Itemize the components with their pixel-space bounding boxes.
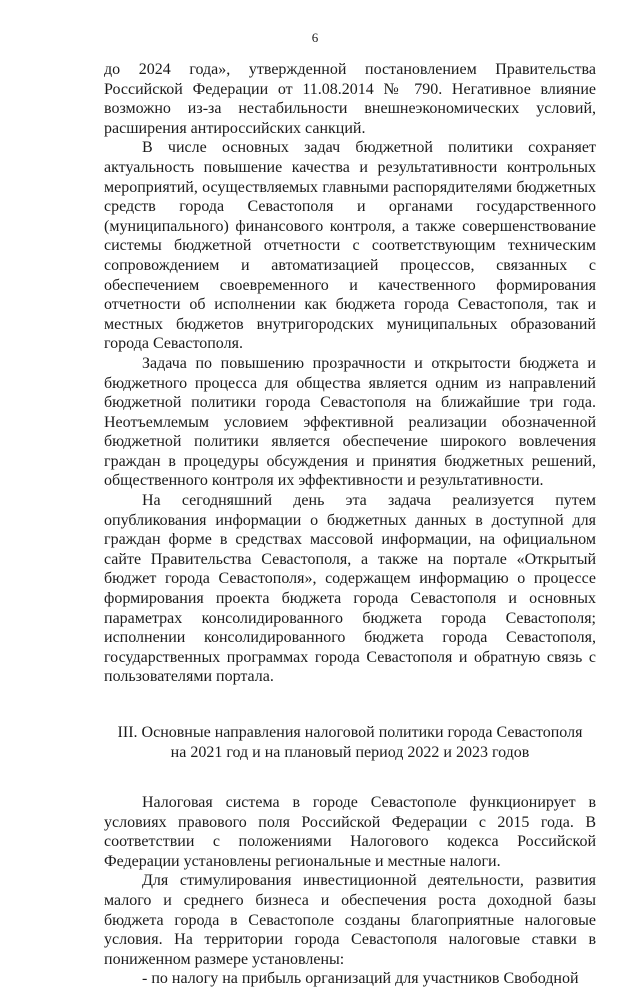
paragraph-tax-incentives: Для стимулирования инвестиционной деятельности, развития малого и среднего бизнеса и обеспечения роста доходной базы бюджета города в Севастополе созданы благоприятные налоговые условия. На территории города Севастополя налоговые ставки в пониженном размере установлены: xyxy=(104,872,596,968)
paragraph-tax-system: Налоговая система в городе Севастополе функционирует в условиях правового поля Российской Федерации с 2015 года. В соответствии с положениями Налогового кодекса Российской Федерации установлены региональные и местные налоги. xyxy=(104,794,596,870)
page-number: 6 xyxy=(311,30,319,45)
paragraph-control-tasks: В числе основных задач бюджетной политики сохраняет актуальность повышение качества и результативности контрольных мероприятий, осуществляемых главными распорядителями бюджетных средств города Севастополя и органами государственного (муниципального) финансового контроля, а также совершенствование системы бюджетной отчетности с соответствующим техническим сопровождением и автоматизацией процессов, связанных с обеспечением своевременного и качественного формирования отчетности об исполнении как бюджета города Севастополя, так и местных бюджетов внутригородских муниципальных образований города Севастополя. xyxy=(104,139,596,353)
document-body xyxy=(104,60,596,989)
section-heading xyxy=(104,723,596,763)
paragraph-open-budget: На сегодняшний день эта задача реализуется путем опубликования информации о бюджетных данных в доступной для граждан форме в средствах массовой информации, на официальном сайте Правительства Севастополя, а также на портале «Открытый бюджет города Севастополя», содержащем информацию о процессе формирования проекта бюджета города Севастополя и основных параметрах консолидированного бюджета города Севастополя; исполнении консолидированного бюджета города Севастополя, государственных программах города Севастополя и обратную связь с пользователями портала. xyxy=(104,492,596,686)
list-item: - по налогу на прибыль организаций для участников Свободной xyxy=(142,970,579,988)
paragraph-transparency: Задача по повышению прозрачности и открытости бюджета и бюджетного процесса для общества является одним из направлений бюджетной политики города Севастополя на ближайшие три года. Неотъемлемым условием эффективной реализации обозначенной бюджетной политики является обеспечение широкого вовлечения граждан в процедуры обсуждения и принятия бюджетных решений, общественного контроля их эффективности и результативности. xyxy=(104,354,596,490)
section-heading-line-1: III. Основные направления налоговой политики города Севастополя xyxy=(117,724,583,741)
paragraph-continuation: до 2024 года», утвержденной постановлением Правительства Российской Федерации от 11.08.2014 № 790. Негативное влияние возможно из-за нестабильности внешнеэкономических условий, расширения антироссийских санкций. xyxy=(104,61,596,137)
section-heading-line-2: на 2021 год и на плановый период 2022 и 2023 годов xyxy=(170,744,530,761)
